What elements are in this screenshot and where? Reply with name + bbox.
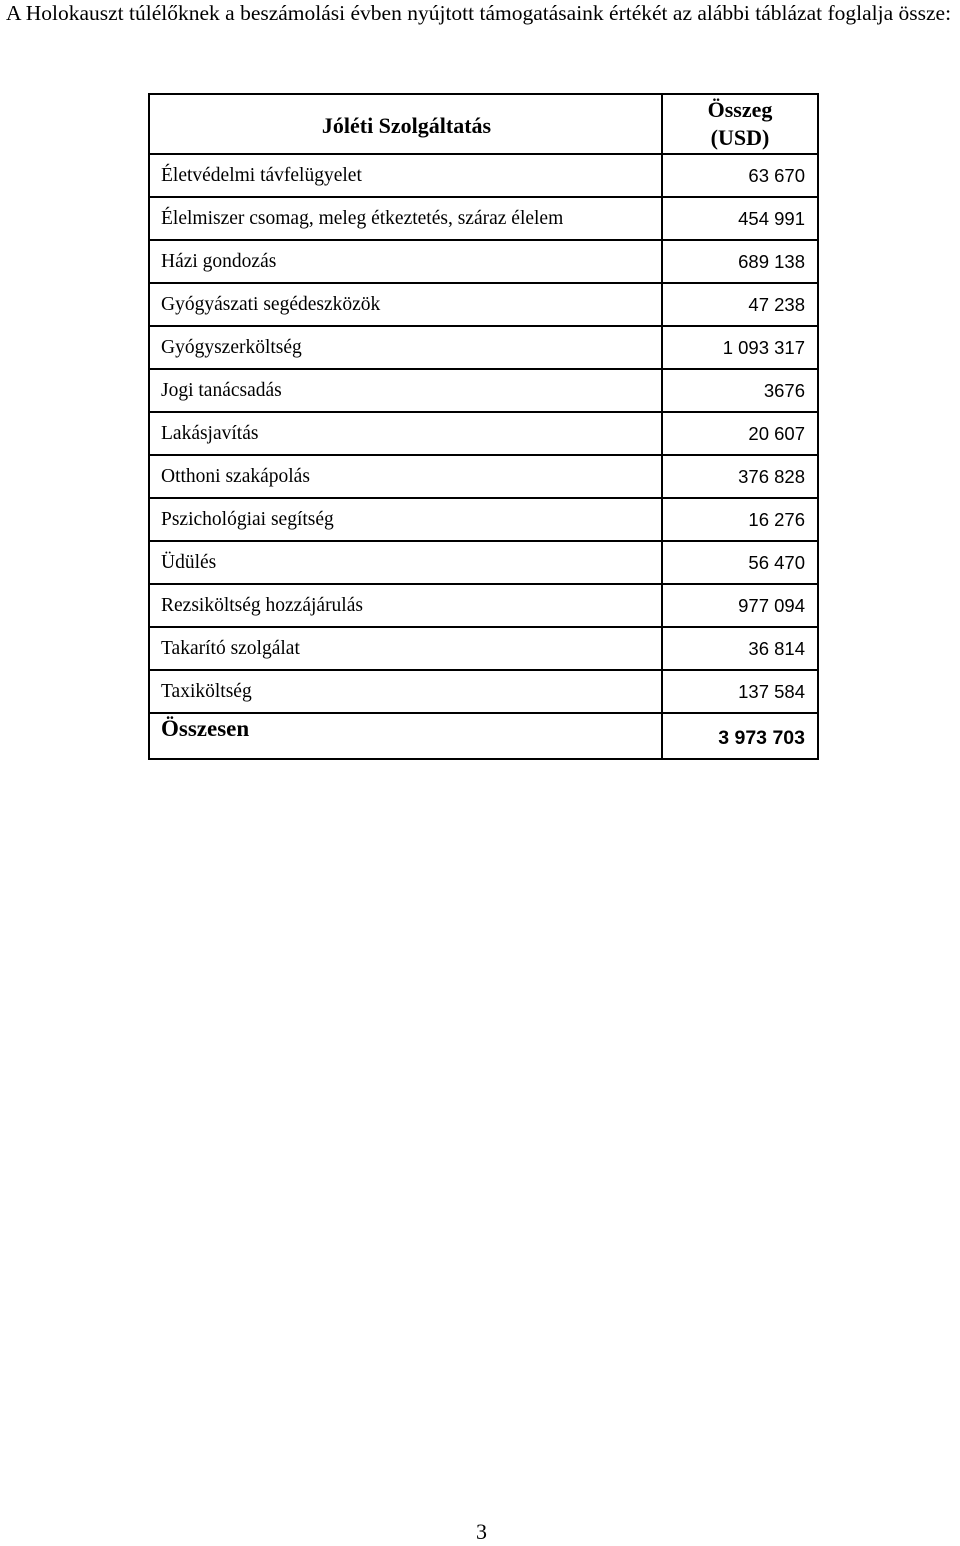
- service-column-header: Jóléti Szolgáltatás: [149, 94, 662, 154]
- table-row: [149, 627, 818, 670]
- table-row: [149, 541, 818, 584]
- service-name: Jogi tanácsadás: [149, 369, 662, 412]
- service-amount: 16 276: [662, 498, 818, 541]
- services-table: [148, 93, 819, 760]
- total-amount: 3 973 703: [662, 713, 818, 759]
- service-name: Üdülés: [149, 541, 662, 584]
- table-header-row: [149, 94, 818, 154]
- table-row: [149, 154, 818, 197]
- service-name: Lakásjavítás: [149, 412, 662, 455]
- page-number: 3: [476, 1519, 487, 1544]
- service-amount: 36 814: [662, 627, 818, 670]
- table-row: [149, 455, 818, 498]
- service-name: Gyógyászati segédeszközök: [149, 283, 662, 326]
- service-amount: 376 828: [662, 455, 818, 498]
- amount-header-line2: (USD): [710, 125, 770, 150]
- table-row: [149, 498, 818, 541]
- table-row: [149, 670, 818, 713]
- table-row: [149, 412, 818, 455]
- service-amount: 137 584: [662, 670, 818, 713]
- intro-paragraph: A Holokauszt túlélőknek a beszámolási évben nyújtott támogatásaink értékét az alábbi táblázat foglalja össze:: [6, 1, 952, 25]
- service-amount: 47 238: [662, 283, 818, 326]
- service-amount: 3676: [662, 369, 818, 412]
- service-name: Taxiköltség: [149, 670, 662, 713]
- amount-header-line1: Összeg: [707, 97, 773, 122]
- service-amount: 977 094: [662, 584, 818, 627]
- table-row: [149, 326, 818, 369]
- service-amount: 56 470: [662, 541, 818, 584]
- table-row: [149, 584, 818, 627]
- service-amount: 689 138: [662, 240, 818, 283]
- total-row: [149, 713, 818, 759]
- service-amount: 1 093 317: [662, 326, 818, 369]
- service-name: Pszichológiai segítség: [149, 498, 662, 541]
- table-row: [149, 283, 818, 326]
- table-row: [149, 240, 818, 283]
- service-amount: 20 607: [662, 412, 818, 455]
- service-name: Rezsiköltség hozzájárulás: [149, 584, 662, 627]
- table-row: [149, 369, 818, 412]
- service-name: Életvédelmi távfelügyelet: [149, 154, 662, 197]
- service-amount: 454 991: [662, 197, 818, 240]
- table-row: [149, 197, 818, 240]
- service-name: Takarító szolgálat: [149, 627, 662, 670]
- service-name: Otthoni szakápolás: [149, 455, 662, 498]
- total-label: Összesen: [149, 713, 662, 759]
- service-name: Gyógyszerköltség: [149, 326, 662, 369]
- service-amount: 63 670: [662, 154, 818, 197]
- service-name: Élelmiszer csomag, meleg étkeztetés, száraz élelem: [149, 197, 662, 240]
- amount-column-header: [662, 94, 818, 154]
- service-name: Házi gondozás: [149, 240, 662, 283]
